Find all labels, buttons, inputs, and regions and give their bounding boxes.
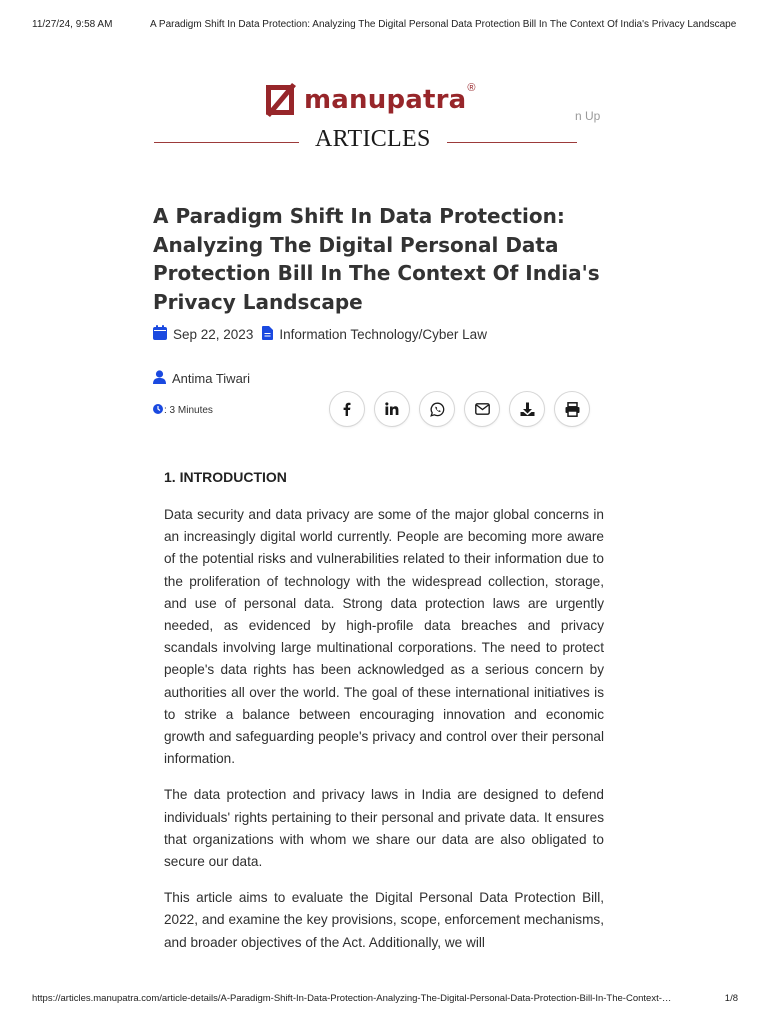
article-meta xyxy=(153,324,487,344)
divider-right xyxy=(447,142,577,143)
print-datetime: 11/27/24, 9:58 AM xyxy=(32,19,113,30)
download-pdf-button[interactable] xyxy=(509,391,545,427)
author-name[interactable]: Antima Tiwari xyxy=(172,371,251,386)
print-icon xyxy=(565,402,580,417)
calendar-icon xyxy=(153,325,167,343)
print-button[interactable] xyxy=(554,391,590,427)
share-buttons xyxy=(329,391,590,427)
facebook-icon xyxy=(340,402,354,416)
print-page-title: A Paradigm Shift In Data Protection: Analyzing The Digital Personal Data Protection Bill In The Context Of India's Privacy Landscape xyxy=(150,19,737,30)
share-whatsapp-button[interactable] xyxy=(419,391,455,427)
clock-icon xyxy=(153,404,163,417)
document-icon xyxy=(262,326,273,343)
read-time xyxy=(153,404,213,417)
body-paragraph: This article aims to evaluate the Digital Personal Data Protection Bill, 2022, and examine the key provisions, scope, enforcement mechanisms, and broader objectives of the Act. Additionally, we will xyxy=(164,890,604,950)
section-label: ARTICLES xyxy=(315,126,431,152)
share-facebook-button[interactable] xyxy=(329,391,365,427)
section-heading: 1. INTRODUCTION xyxy=(164,469,287,485)
section-banner xyxy=(154,126,577,156)
article-category-link[interactable]: Information Technology/Cyber Law xyxy=(279,326,487,342)
divider-left xyxy=(154,142,299,143)
user-icon xyxy=(153,370,166,387)
article-body xyxy=(164,466,604,968)
article-title: A Paradigm Shift In Data Protection: Analyzing The Digital Personal Data Protection Bill In The Context Of India's Privacy Landscape xyxy=(153,204,600,314)
body-paragraph: Data security and data privacy are some of the major global concerns in an increasingly digital world currently. People are becoming more aware of the potential risks and vulnerabilities related to their information due to the proliferation of technology with the widespread collection, storage, and use of personal data. Strong data protection laws are urgently needed, as evidenced by high-profile data breaches and privacy scandals involving large multinational corporations. The need to protect people's data rights has been acknowledged as a serious concern by authorities all over the world. The goal of these international initiatives is to strike a balance between encouraging innovation and economic growth and safeguarding people's privacy and control over their personal information. xyxy=(164,507,604,767)
share-linkedin-button[interactable] xyxy=(374,391,410,427)
article-date: Sep 22, 2023 xyxy=(173,326,254,342)
whatsapp-icon xyxy=(430,402,445,417)
body-paragraph: The data protection and privacy laws in India are designed to defend individuals' rights pertaining to their personal and private data. It ensures that organizations with whom we share our data are also obligated to secure our data. xyxy=(164,787,604,870)
article-author xyxy=(153,370,250,387)
share-email-button[interactable] xyxy=(464,391,500,427)
print-url: https://articles.manupatra.com/article-details/A-Paradigm-Shift-In-Data-Protection-Analyzing-The-Digital-Personal-Data-Protection-Bill-In-The-Context-… xyxy=(32,993,672,1004)
brand-name: manupatra xyxy=(304,85,467,115)
download-icon xyxy=(520,402,535,417)
email-icon xyxy=(475,403,490,415)
signup-link[interactable]: n Up xyxy=(575,109,601,123)
page-number: 1/8 xyxy=(724,993,738,1004)
linkedin-icon xyxy=(385,402,399,416)
site-logo[interactable] xyxy=(262,80,476,120)
registered-mark: ® xyxy=(467,82,476,94)
manupatra-logo-icon xyxy=(262,81,298,119)
read-time-text: : 3 Minutes xyxy=(164,405,213,416)
